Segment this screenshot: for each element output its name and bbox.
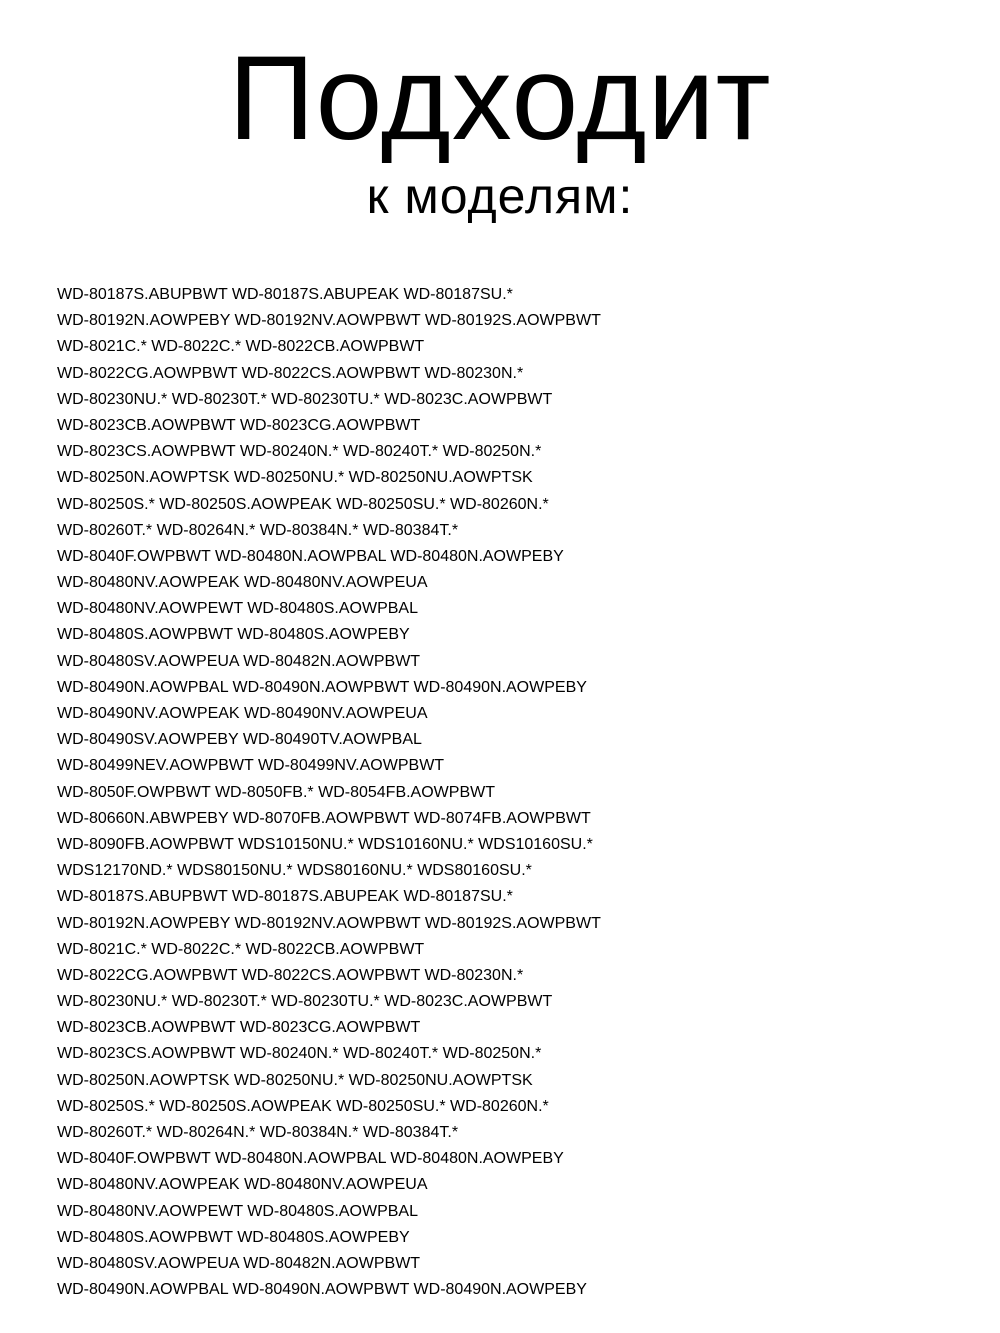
model-line: WD-8022CG.AOWPBWT WD-8022CS.AOWPBWT WD-80230N.* bbox=[57, 364, 524, 382]
model-line: WD-80480S.AOWPBWT WD-80480S.AOWPEBY bbox=[57, 626, 410, 644]
model-line: WD-80490N.AOWPBAL WD-80490N.AOWPBWT WD-80490N.AOWPEBY bbox=[57, 1281, 587, 1299]
model-line: WD-80192N.AOWPEBY WD-80192NV.AOWPBWT WD-80192S.AOWPBWT bbox=[57, 312, 601, 330]
model-line: WD-80499NEV.AOWPBWT WD-80499NV.AOWPBWT bbox=[57, 757, 445, 775]
model-line: WD-8021C.* WD-8022C.* WD-8022CB.AOWPBWT bbox=[57, 940, 425, 958]
model-line: WD-8023CB.AOWPBWT WD-8023CG.AOWPBWT bbox=[57, 416, 421, 434]
model-line: WD-80660N.ABWPEBY WD-8070FB.AOWPBWT WD-8074FB.AOWPBWT bbox=[57, 809, 591, 827]
model-line: WD-80192N.AOWPEBY WD-80192NV.AOWPBWT WD-80192S.AOWPBWT bbox=[57, 914, 601, 932]
page-subtitle: к моделям: bbox=[366, 168, 634, 224]
model-line: WD-8022CG.AOWPBWT WD-8022CS.AOWPBWT WD-80230N.* bbox=[57, 966, 524, 984]
model-line: WD-8090FB.AOWPBWT WDS10150NU.* WDS10160NU.* WDS10160SU.* bbox=[57, 835, 593, 853]
model-line: WD-80490NV.AOWPEAK WD-80490NV.AOWPEUA bbox=[57, 705, 428, 722]
model-line: WD-8023CB.AOWPBWT WD-8023CG.AOWPBWT bbox=[57, 1019, 421, 1037]
model-line: WD-8023CS.AOWPBWT WD-80240N.* WD-80240T.* WD-80250N.* bbox=[57, 443, 542, 461]
model-line: WD-80480NV.AOWPEWT WD-80480S.AOWPBAL bbox=[57, 1202, 418, 1220]
model-line: WD-80250S.* WD-80250S.AOWPEAK WD-80250SU.* WD-80260N.* bbox=[57, 495, 549, 513]
model-line: WD-80250N.AOWPTSK WD-80250NU.* WD-80250NU.AOWPTSK bbox=[57, 1071, 533, 1089]
model-line: WD-80480NV.AOWPEAK WD-80480NV.AOWPEUA bbox=[57, 1176, 428, 1194]
model-line: WD-80490N.AOWPBAL WD-80490N.AOWPBWT WD-80490N.AOWPEBY bbox=[57, 678, 587, 696]
model-line: WD-8021C.* WD-8022C.* WD-8022CB.AOWPBWT bbox=[57, 338, 425, 356]
model-line: WD-80260T.* WD-80264N.* WD-80384N.* WD-80384T.* bbox=[57, 521, 459, 539]
model-line: WD-8040F.OWPBWT WD-80480N.AOWPBAL WD-80480N.AOWPEBY bbox=[57, 547, 564, 565]
model-line: WD-8050F.OWPBWT WD-8050FB.* WD-8054FB.AOWPBWT bbox=[57, 783, 495, 801]
model-line: WD-8023CS.AOWPBWT WD-80240N.* WD-80240T.* WD-80250N.* bbox=[57, 1045, 542, 1063]
model-line: WD-80480SV.AOWPEUA WD-80482N.AOWPBWT bbox=[57, 1254, 421, 1272]
compatible-models-list bbox=[57, 282, 1000, 1303]
model-line: WD-80230NU.* WD-80230T.* WD-80230TU.* WD-8023C.AOWPBWT bbox=[57, 993, 553, 1011]
model-line: WD-80480SV.AOWPEUA WD-80482N.AOWPBWT bbox=[57, 652, 421, 670]
model-line: WD-80480S.AOWPBWT WD-80480S.AOWPEBY bbox=[57, 1228, 410, 1246]
page-title: Подходит bbox=[228, 31, 772, 165]
model-line: WD-8040F.OWPBWT WD-80480N.AOWPBAL WD-80480N.AOWPEBY bbox=[57, 1150, 564, 1168]
model-line: WD-80187S.ABUPBWT WD-80187S.ABUPEAK WD-80187SU.* bbox=[57, 286, 513, 303]
model-line: WD-80260T.* WD-80264N.* WD-80384N.* WD-80384T.* bbox=[57, 1124, 459, 1141]
model-line: WD-80480NV.AOWPEWT WD-80480S.AOWPBAL bbox=[57, 600, 418, 618]
model-line: WD-80490SV.AOWPEBY WD-80490TV.AOWPBAL bbox=[57, 731, 422, 749]
model-line: WD-80480NV.AOWPEAK WD-80480NV.AOWPEUA bbox=[57, 574, 428, 592]
model-line: WD-80187S.ABUPBWT WD-80187S.ABUPEAK WD-80187SU.* bbox=[57, 888, 513, 906]
model-line: WDS12170ND.* WDS80150NU.* WDS80160NU.* WDS80160SU.* bbox=[57, 862, 532, 880]
model-line: WD-80230NU.* WD-80230T.* WD-80230TU.* WD-8023C.AOWPBWT bbox=[57, 390, 553, 408]
model-line: WD-80250N.AOWPTSK WD-80250NU.* WD-80250NU.AOWPTSK bbox=[57, 469, 533, 487]
model-line: WD-80250S.* WD-80250S.AOWPEAK WD-80250SU.* WD-80260N.* bbox=[57, 1097, 549, 1115]
